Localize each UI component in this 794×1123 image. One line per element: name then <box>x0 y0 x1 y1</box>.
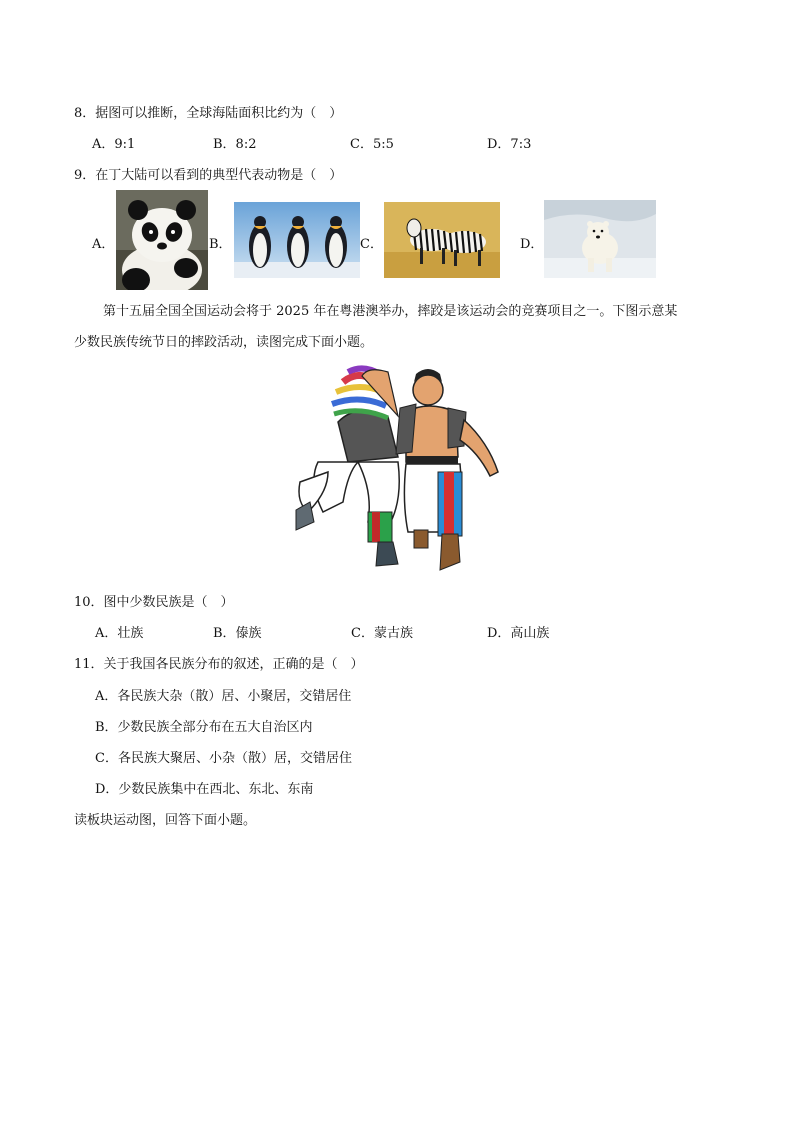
question-8-stem: 8．据图可以推断，全球海陆面积比约为（ ） <box>74 106 343 121</box>
q9-option-b: B． <box>209 237 232 252</box>
q11-option-a: A．各民族大杂（散）居、小聚居，交错居住 <box>95 689 352 704</box>
intro-line-2: 少数民族传统节日的摔跤活动，读图完成下面小题。 <box>74 335 374 350</box>
q8-option-d: D．7:3 <box>487 137 532 152</box>
q11-option-c: C．各民族大聚居、小杂（散）居，交错居住 <box>95 751 352 766</box>
q9-option-c: C． <box>360 237 383 252</box>
q8-option-a: A．9:1 <box>92 137 136 152</box>
wrestling-illustration <box>288 362 508 574</box>
q11-option-b: B．少数民族全部分布在五大自治区内 <box>95 720 313 735</box>
question-11-stem: 11．关于我国各民族分布的叙述，正确的是（ ） <box>74 657 364 672</box>
intro-line-1: 第十五届全国全国运动会将于 2025 年在粤港澳举办，摔跤是该运动会的竞赛项目之一。下图示意某 <box>103 304 678 319</box>
q10-option-a: A．壮族 <box>95 626 144 641</box>
q10-option-c: C．蒙古族 <box>351 626 413 641</box>
zebras-icon <box>384 202 500 278</box>
q10-option-d: D．高山族 <box>487 626 550 641</box>
q9-option-d: D． <box>520 237 544 252</box>
q8-option-b: B．8:2 <box>213 137 257 152</box>
penguins-icon <box>234 202 360 278</box>
question-9-stem: 9．在丁大陆可以看到的典型代表动物是（ ） <box>74 168 343 183</box>
q11-option-d: D．少数民族集中在西北、东北、东南 <box>95 782 314 797</box>
q9-option-a: A． <box>92 237 115 252</box>
q10-option-b: B．傣族 <box>213 626 262 641</box>
closing-instruction: 读板块运动图，回答下面小题。 <box>74 813 257 828</box>
q8-option-c: C．5:5 <box>350 137 394 152</box>
panda-icon <box>116 190 208 290</box>
polar-bear-icon <box>544 200 656 278</box>
question-10-stem: 10．图中少数民族是（ ） <box>74 595 234 610</box>
